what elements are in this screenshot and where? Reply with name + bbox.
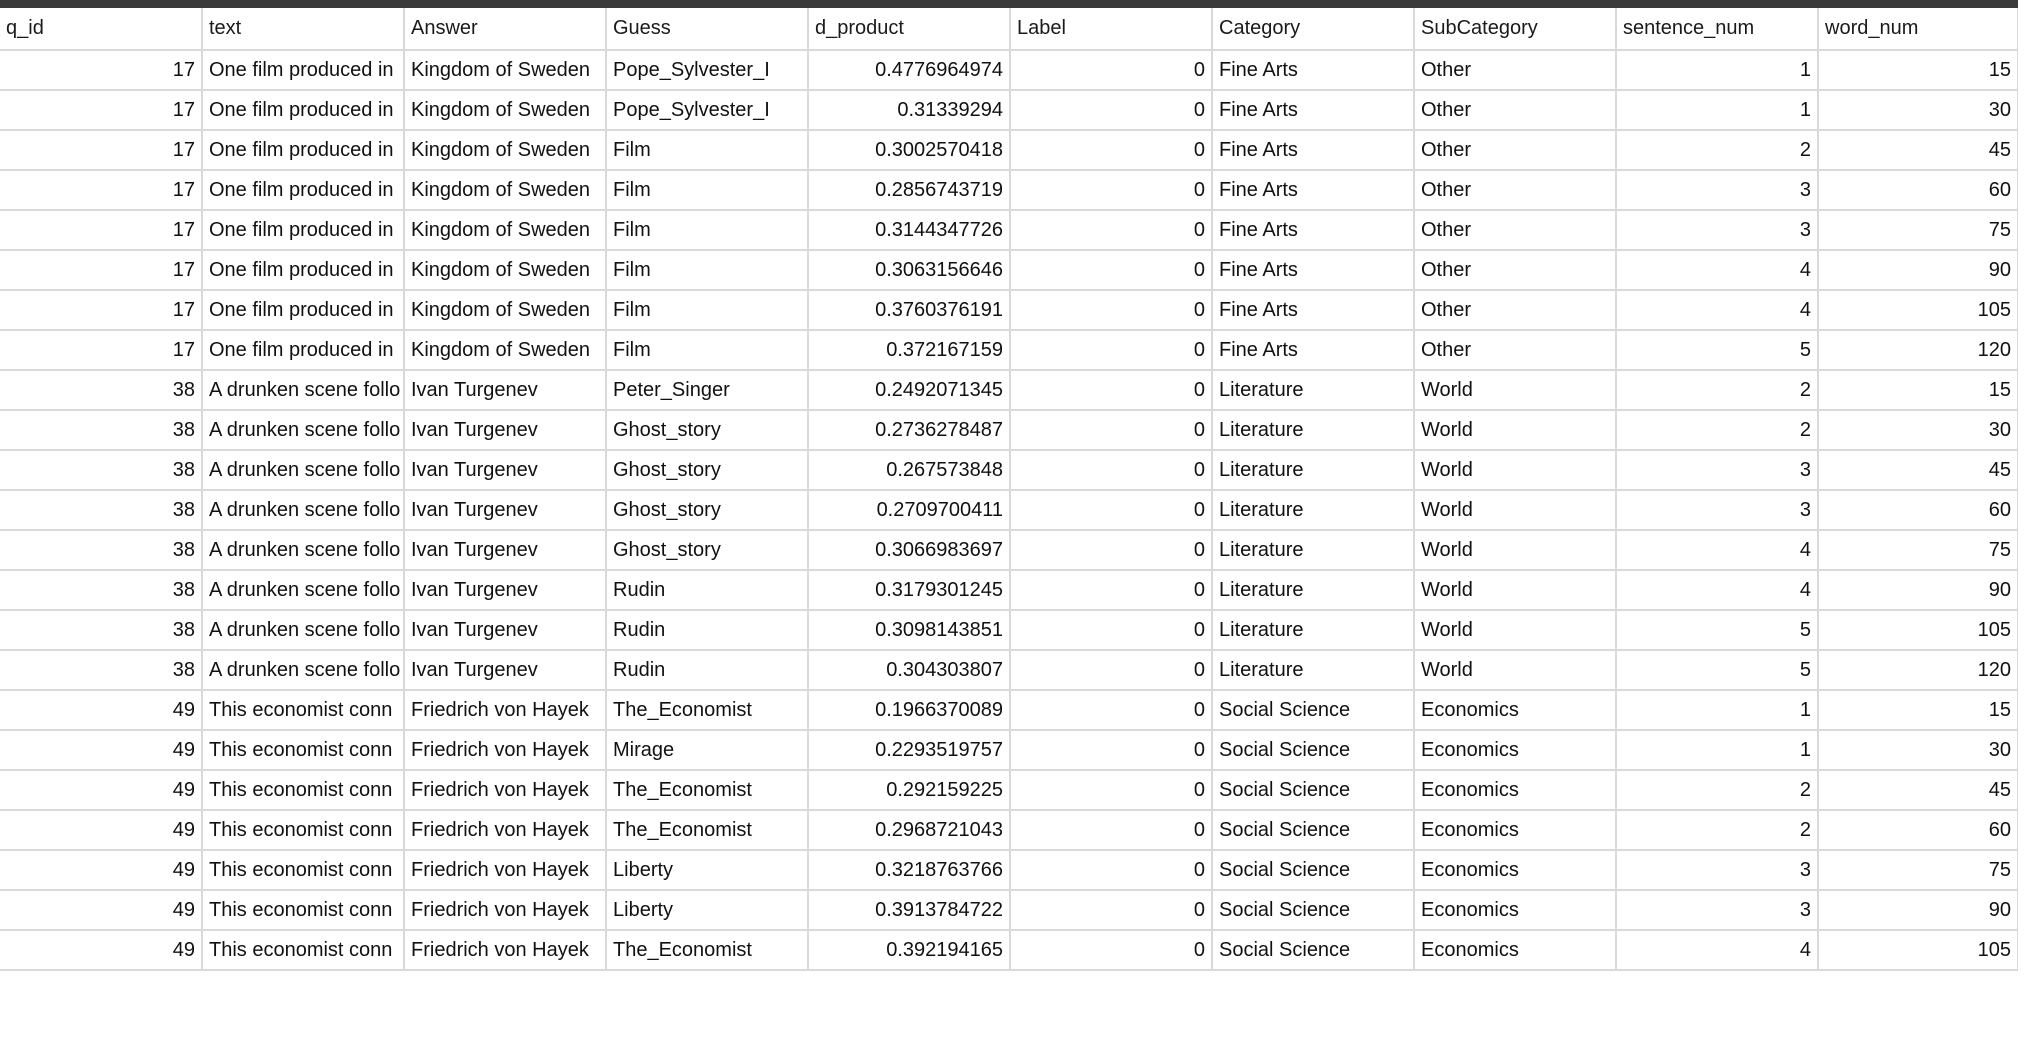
- cell-category[interactable]: Social Science: [1212, 730, 1414, 770]
- cell-sentence-num[interactable]: 1: [1616, 90, 1818, 130]
- cell-word-num[interactable]: 105: [1818, 290, 2018, 330]
- cell-d-product[interactable]: 0.2968721043: [808, 810, 1010, 850]
- cell-q-id[interactable]: 17: [0, 330, 202, 370]
- cell-d-product[interactable]: 0.3063156646: [808, 250, 1010, 290]
- cell-subcategory[interactable]: Other: [1414, 130, 1616, 170]
- cell-sentence-num[interactable]: 3: [1616, 890, 1818, 930]
- cell-guess[interactable]: Peter_Singer: [606, 370, 808, 410]
- cell-word-num[interactable]: 120: [1818, 330, 2018, 370]
- cell-word-num[interactable]: 45: [1818, 770, 2018, 810]
- table-row: [0, 850, 2018, 890]
- cell-text[interactable]: This economist conn: [202, 770, 404, 810]
- cell-label[interactable]: 0: [1010, 810, 1212, 850]
- cell-q-id[interactable]: 49: [0, 690, 202, 730]
- cell-q-id[interactable]: 49: [0, 730, 202, 770]
- cell-answer[interactable]: Kingdom of Sweden: [404, 130, 606, 170]
- cell-text[interactable]: One film produced in: [202, 130, 404, 170]
- cell-category[interactable]: Fine Arts: [1212, 210, 1414, 250]
- cell-subcategory[interactable]: Economics: [1414, 890, 1616, 930]
- cell-text[interactable]: A drunken scene follo: [202, 370, 404, 410]
- cell-q-id[interactable]: 38: [0, 410, 202, 450]
- table-row: [0, 810, 2018, 850]
- cell-q-id[interactable]: 17: [0, 250, 202, 290]
- table-row: [0, 770, 2018, 810]
- cell-subcategory[interactable]: Economics: [1414, 810, 1616, 850]
- cell-category[interactable]: Social Science: [1212, 690, 1414, 730]
- cell-sentence-num[interactable]: 4: [1616, 930, 1818, 970]
- cell-sentence-num[interactable]: 2: [1616, 130, 1818, 170]
- cell-subcategory[interactable]: Other: [1414, 330, 1616, 370]
- data-table: [0, 8, 2019, 971]
- cell-text[interactable]: This economist conn: [202, 850, 404, 890]
- cell-guess[interactable]: Liberty: [606, 890, 808, 930]
- cell-guess[interactable]: Rudin: [606, 610, 808, 650]
- cell-subcategory[interactable]: World: [1414, 610, 1616, 650]
- cell-answer[interactable]: Friedrich von Hayek: [404, 890, 606, 930]
- table-row: [0, 450, 2018, 490]
- cell-label[interactable]: 0: [1010, 250, 1212, 290]
- cell-sentence-num[interactable]: 2: [1616, 410, 1818, 450]
- cell-answer[interactable]: Kingdom of Sweden: [404, 90, 606, 130]
- cell-sentence-num[interactable]: 3: [1616, 450, 1818, 490]
- cell-q-id[interactable]: 49: [0, 850, 202, 890]
- cell-guess[interactable]: Mirage: [606, 730, 808, 770]
- cell-d-product[interactable]: 0.3066983697: [808, 530, 1010, 570]
- cell-subcategory[interactable]: World: [1414, 450, 1616, 490]
- table-row: [0, 410, 2018, 450]
- cell-d-product[interactable]: 0.2492071345: [808, 370, 1010, 410]
- cell-subcategory[interactable]: Other: [1414, 90, 1616, 130]
- header-row: [0, 8, 2018, 50]
- cell-word-num[interactable]: 75: [1818, 210, 2018, 250]
- cell-d-product[interactable]: 0.3144347726: [808, 210, 1010, 250]
- cell-category[interactable]: Fine Arts: [1212, 90, 1414, 130]
- column-header-sentence-num[interactable]: sentence_num: [1616, 8, 1818, 50]
- spreadsheet-grid-area[interactable]: [0, 8, 2026, 1038]
- column-header-word-num[interactable]: word_num: [1818, 8, 2018, 50]
- cell-d-product[interactable]: 0.2709700411: [808, 490, 1010, 530]
- cell-category[interactable]: Social Science: [1212, 810, 1414, 850]
- cell-word-num[interactable]: 60: [1818, 810, 2018, 850]
- cell-word-num[interactable]: 15: [1818, 370, 2018, 410]
- cell-sentence-num[interactable]: 4: [1616, 290, 1818, 330]
- cell-word-num[interactable]: 15: [1818, 50, 2018, 90]
- cell-label[interactable]: 0: [1010, 530, 1212, 570]
- cell-guess[interactable]: The_Economist: [606, 690, 808, 730]
- cell-answer[interactable]: Kingdom of Sweden: [404, 210, 606, 250]
- table-row: [0, 330, 2018, 370]
- cell-text[interactable]: A drunken scene follo: [202, 410, 404, 450]
- cell-subcategory[interactable]: World: [1414, 530, 1616, 570]
- cell-category[interactable]: Fine Arts: [1212, 130, 1414, 170]
- cell-word-num[interactable]: 45: [1818, 130, 2018, 170]
- cell-category[interactable]: Literature: [1212, 570, 1414, 610]
- cell-label[interactable]: 0: [1010, 930, 1212, 970]
- cell-answer[interactable]: Kingdom of Sweden: [404, 250, 606, 290]
- cell-category[interactable]: Literature: [1212, 370, 1414, 410]
- cell-text[interactable]: One film produced in: [202, 50, 404, 90]
- cell-guess[interactable]: Ghost_story: [606, 410, 808, 450]
- cell-category[interactable]: Literature: [1212, 530, 1414, 570]
- cell-category[interactable]: Literature: [1212, 490, 1414, 530]
- cell-text[interactable]: This economist conn: [202, 730, 404, 770]
- cell-q-id[interactable]: 17: [0, 50, 202, 90]
- cell-d-product[interactable]: 0.3913784722: [808, 890, 1010, 930]
- cell-answer[interactable]: Ivan Turgenev: [404, 450, 606, 490]
- cell-guess[interactable]: The_Economist: [606, 770, 808, 810]
- cell-word-num[interactable]: 105: [1818, 610, 2018, 650]
- cell-text[interactable]: This economist conn: [202, 930, 404, 970]
- cell-answer[interactable]: Ivan Turgenev: [404, 410, 606, 450]
- cell-text[interactable]: A drunken scene follo: [202, 530, 404, 570]
- cell-d-product[interactable]: 0.3098143851: [808, 610, 1010, 650]
- cell-sentence-num[interactable]: 4: [1616, 250, 1818, 290]
- cell-text[interactable]: One film produced in: [202, 250, 404, 290]
- cell-category[interactable]: Literature: [1212, 410, 1414, 450]
- cell-word-num[interactable]: 45: [1818, 450, 2018, 490]
- cell-word-num[interactable]: 120: [1818, 650, 2018, 690]
- cell-subcategory[interactable]: Other: [1414, 290, 1616, 330]
- cell-label[interactable]: 0: [1010, 90, 1212, 130]
- cell-q-id[interactable]: 49: [0, 930, 202, 970]
- cell-category[interactable]: Fine Arts: [1212, 290, 1414, 330]
- cell-word-num[interactable]: 105: [1818, 930, 2018, 970]
- column-header-d-product[interactable]: d_product: [808, 8, 1010, 50]
- cell-answer[interactable]: Ivan Turgenev: [404, 490, 606, 530]
- cell-q-id[interactable]: 38: [0, 570, 202, 610]
- column-header-guess[interactable]: Guess: [606, 8, 808, 50]
- cell-guess[interactable]: Film: [606, 250, 808, 290]
- cell-sentence-num[interactable]: 2: [1616, 770, 1818, 810]
- cell-subcategory[interactable]: World: [1414, 410, 1616, 450]
- cell-guess[interactable]: The_Economist: [606, 930, 808, 970]
- cell-subcategory[interactable]: Economics: [1414, 770, 1616, 810]
- cell-sentence-num[interactable]: 1: [1616, 730, 1818, 770]
- cell-guess[interactable]: Rudin: [606, 650, 808, 690]
- cell-q-id[interactable]: 17: [0, 210, 202, 250]
- cell-word-num[interactable]: 30: [1818, 410, 2018, 450]
- cell-label[interactable]: 0: [1010, 650, 1212, 690]
- cell-label[interactable]: 0: [1010, 410, 1212, 450]
- table-row: [0, 90, 2018, 130]
- cell-d-product[interactable]: 0.1966370089: [808, 690, 1010, 730]
- cell-sentence-num[interactable]: 3: [1616, 850, 1818, 890]
- cell-d-product[interactable]: 0.3760376191: [808, 290, 1010, 330]
- cell-q-id[interactable]: 17: [0, 170, 202, 210]
- cell-guess[interactable]: Film: [606, 290, 808, 330]
- cell-sentence-num[interactable]: 3: [1616, 210, 1818, 250]
- cell-category[interactable]: Fine Arts: [1212, 250, 1414, 290]
- table-row: [0, 690, 2018, 730]
- cell-d-product[interactable]: 0.2856743719: [808, 170, 1010, 210]
- cell-sentence-num[interactable]: 1: [1616, 50, 1818, 90]
- cell-text[interactable]: One film produced in: [202, 330, 404, 370]
- cell-label[interactable]: 0: [1010, 170, 1212, 210]
- cell-guess[interactable]: Ghost_story: [606, 530, 808, 570]
- column-header-subcategory[interactable]: SubCategory: [1414, 8, 1616, 50]
- cell-answer[interactable]: Ivan Turgenev: [404, 650, 606, 690]
- table-row: [0, 570, 2018, 610]
- cell-answer[interactable]: Kingdom of Sweden: [404, 330, 606, 370]
- cell-subcategory[interactable]: Economics: [1414, 730, 1616, 770]
- cell-category[interactable]: Fine Arts: [1212, 170, 1414, 210]
- cell-guess[interactable]: Film: [606, 330, 808, 370]
- cell-q-id[interactable]: 17: [0, 130, 202, 170]
- cell-guess[interactable]: Film: [606, 210, 808, 250]
- table-row: [0, 490, 2018, 530]
- cell-answer[interactable]: Ivan Turgenev: [404, 370, 606, 410]
- cell-word-num[interactable]: 30: [1818, 730, 2018, 770]
- table-row: [0, 610, 2018, 650]
- cell-guess[interactable]: Ghost_story: [606, 450, 808, 490]
- cell-subcategory[interactable]: World: [1414, 570, 1616, 610]
- column-header-label[interactable]: Label: [1010, 8, 1212, 50]
- cell-label[interactable]: 0: [1010, 130, 1212, 170]
- cell-q-id[interactable]: 17: [0, 90, 202, 130]
- cell-answer[interactable]: Kingdom of Sweden: [404, 50, 606, 90]
- cell-category[interactable]: Social Science: [1212, 850, 1414, 890]
- cell-subcategory[interactable]: World: [1414, 490, 1616, 530]
- table-row: [0, 730, 2018, 770]
- table-row: [0, 890, 2018, 930]
- cell-label[interactable]: 0: [1010, 50, 1212, 90]
- cell-text[interactable]: A drunken scene follo: [202, 570, 404, 610]
- cell-d-product[interactable]: 0.3218763766: [808, 850, 1010, 890]
- cell-sentence-num[interactable]: 1: [1616, 690, 1818, 730]
- cell-q-id[interactable]: 38: [0, 530, 202, 570]
- cell-text[interactable]: A drunken scene follo: [202, 450, 404, 490]
- cell-sentence-num[interactable]: 2: [1616, 810, 1818, 850]
- cell-subcategory[interactable]: Economics: [1414, 850, 1616, 890]
- cell-label[interactable]: 0: [1010, 570, 1212, 610]
- cell-q-id[interactable]: 38: [0, 650, 202, 690]
- cell-word-num[interactable]: 90: [1818, 570, 2018, 610]
- cell-q-id[interactable]: 38: [0, 610, 202, 650]
- cell-d-product[interactable]: 0.267573848: [808, 450, 1010, 490]
- cell-d-product[interactable]: 0.292159225: [808, 770, 1010, 810]
- cell-guess[interactable]: Film: [606, 130, 808, 170]
- cell-sentence-num[interactable]: 4: [1616, 570, 1818, 610]
- cell-label[interactable]: 0: [1010, 370, 1212, 410]
- cell-answer[interactable]: Ivan Turgenev: [404, 610, 606, 650]
- cell-guess[interactable]: Film: [606, 170, 808, 210]
- cell-answer[interactable]: Friedrich von Hayek: [404, 810, 606, 850]
- cell-text[interactable]: This economist conn: [202, 690, 404, 730]
- cell-d-product[interactable]: 0.304303807: [808, 650, 1010, 690]
- cell-word-num[interactable]: 90: [1818, 890, 2018, 930]
- cell-q-id[interactable]: 49: [0, 810, 202, 850]
- cell-q-id[interactable]: 38: [0, 450, 202, 490]
- table-row: [0, 170, 2018, 210]
- cell-subcategory[interactable]: Economics: [1414, 930, 1616, 970]
- cell-text[interactable]: This economist conn: [202, 810, 404, 850]
- table-row: [0, 210, 2018, 250]
- cell-label[interactable]: 0: [1010, 730, 1212, 770]
- cell-label[interactable]: 0: [1010, 330, 1212, 370]
- cell-text[interactable]: A drunken scene follo: [202, 490, 404, 530]
- column-header-category[interactable]: Category: [1212, 8, 1414, 50]
- cell-text[interactable]: One film produced in: [202, 90, 404, 130]
- cell-text[interactable]: One film produced in: [202, 210, 404, 250]
- cell-text[interactable]: A drunken scene follo: [202, 650, 404, 690]
- cell-q-id[interactable]: 38: [0, 490, 202, 530]
- cell-subcategory[interactable]: World: [1414, 650, 1616, 690]
- cell-word-num[interactable]: 90: [1818, 250, 2018, 290]
- cell-category[interactable]: Social Science: [1212, 930, 1414, 970]
- table-row: [0, 130, 2018, 170]
- cell-word-num[interactable]: 60: [1818, 490, 2018, 530]
- cell-sentence-num[interactable]: 3: [1616, 490, 1818, 530]
- cell-category[interactable]: Literature: [1212, 610, 1414, 650]
- cell-label[interactable]: 0: [1010, 290, 1212, 330]
- cell-d-product[interactable]: 0.2293519757: [808, 730, 1010, 770]
- cell-word-num[interactable]: 15: [1818, 690, 2018, 730]
- cell-label[interactable]: 0: [1010, 850, 1212, 890]
- cell-guess[interactable]: The_Economist: [606, 810, 808, 850]
- table-row: [0, 370, 2018, 410]
- cell-d-product[interactable]: 0.4776964974: [808, 50, 1010, 90]
- cell-label[interactable]: 0: [1010, 610, 1212, 650]
- cell-sentence-num[interactable]: 5: [1616, 650, 1818, 690]
- cell-subcategory[interactable]: Economics: [1414, 690, 1616, 730]
- cell-category[interactable]: Fine Arts: [1212, 330, 1414, 370]
- window-top-bar: [0, 0, 2026, 8]
- column-header-text[interactable]: text: [202, 8, 404, 50]
- column-header-q-id[interactable]: q_id: [0, 8, 202, 50]
- cell-subcategory[interactable]: Other: [1414, 50, 1616, 90]
- cell-text[interactable]: One film produced in: [202, 170, 404, 210]
- cell-guess[interactable]: Ghost_story: [606, 490, 808, 530]
- table-row: [0, 930, 2018, 970]
- cell-answer[interactable]: Friedrich von Hayek: [404, 770, 606, 810]
- cell-answer[interactable]: Kingdom of Sweden: [404, 170, 606, 210]
- cell-label[interactable]: 0: [1010, 210, 1212, 250]
- cell-subcategory[interactable]: World: [1414, 370, 1616, 410]
- cell-category[interactable]: Fine Arts: [1212, 50, 1414, 90]
- cell-subcategory[interactable]: Other: [1414, 250, 1616, 290]
- table-row: [0, 250, 2018, 290]
- cell-answer[interactable]: Friedrich von Hayek: [404, 730, 606, 770]
- cell-answer[interactable]: Kingdom of Sweden: [404, 290, 606, 330]
- cell-word-num[interactable]: 75: [1818, 850, 2018, 890]
- cell-q-id[interactable]: 49: [0, 890, 202, 930]
- cell-text[interactable]: A drunken scene follo: [202, 610, 404, 650]
- cell-guess[interactable]: Rudin: [606, 570, 808, 610]
- cell-category[interactable]: Social Science: [1212, 770, 1414, 810]
- cell-word-num[interactable]: 75: [1818, 530, 2018, 570]
- cell-text[interactable]: This economist conn: [202, 890, 404, 930]
- cell-q-id[interactable]: 38: [0, 370, 202, 410]
- cell-label[interactable]: 0: [1010, 770, 1212, 810]
- cell-q-id[interactable]: 49: [0, 770, 202, 810]
- cell-sentence-num[interactable]: 3: [1616, 170, 1818, 210]
- cell-answer[interactable]: Friedrich von Hayek: [404, 850, 606, 890]
- cell-text[interactable]: One film produced in: [202, 290, 404, 330]
- cell-label[interactable]: 0: [1010, 690, 1212, 730]
- cell-sentence-num[interactable]: 4: [1616, 530, 1818, 570]
- cell-d-product[interactable]: 0.3002570418: [808, 130, 1010, 170]
- cell-label[interactable]: 0: [1010, 890, 1212, 930]
- table-row: [0, 530, 2018, 570]
- cell-label[interactable]: 0: [1010, 450, 1212, 490]
- cell-label[interactable]: 0: [1010, 490, 1212, 530]
- table-row: [0, 290, 2018, 330]
- cell-q-id[interactable]: 17: [0, 290, 202, 330]
- cell-word-num[interactable]: 60: [1818, 170, 2018, 210]
- cell-category[interactable]: Literature: [1212, 650, 1414, 690]
- cell-subcategory[interactable]: Other: [1414, 210, 1616, 250]
- column-header-answer[interactable]: Answer: [404, 8, 606, 50]
- cell-answer[interactable]: Friedrich von Hayek: [404, 690, 606, 730]
- cell-d-product[interactable]: 0.2736278487: [808, 410, 1010, 450]
- table-row: [0, 50, 2018, 90]
- table-body: [0, 50, 2018, 970]
- cell-sentence-num[interactable]: 5: [1616, 330, 1818, 370]
- cell-answer[interactable]: Ivan Turgenev: [404, 570, 606, 610]
- cell-d-product[interactable]: 0.31339294: [808, 90, 1010, 130]
- cell-sentence-num[interactable]: 5: [1616, 610, 1818, 650]
- right-margin: [2018, 0, 2026, 1038]
- cell-answer[interactable]: Friedrich von Hayek: [404, 930, 606, 970]
- cell-subcategory[interactable]: Other: [1414, 170, 1616, 210]
- cell-d-product[interactable]: 0.372167159: [808, 330, 1010, 370]
- table-row: [0, 650, 2018, 690]
- cell-d-product[interactable]: 0.392194165: [808, 930, 1010, 970]
- cell-guess[interactable]: Liberty: [606, 850, 808, 890]
- cell-guess[interactable]: Pope_Sylvester_I: [606, 90, 808, 130]
- cell-answer[interactable]: Ivan Turgenev: [404, 530, 606, 570]
- cell-word-num[interactable]: 30: [1818, 90, 2018, 130]
- cell-category[interactable]: Social Science: [1212, 890, 1414, 930]
- cell-guess[interactable]: Pope_Sylvester_I: [606, 50, 808, 90]
- cell-category[interactable]: Literature: [1212, 450, 1414, 490]
- cell-sentence-num[interactable]: 2: [1616, 370, 1818, 410]
- cell-d-product[interactable]: 0.3179301245: [808, 570, 1010, 610]
